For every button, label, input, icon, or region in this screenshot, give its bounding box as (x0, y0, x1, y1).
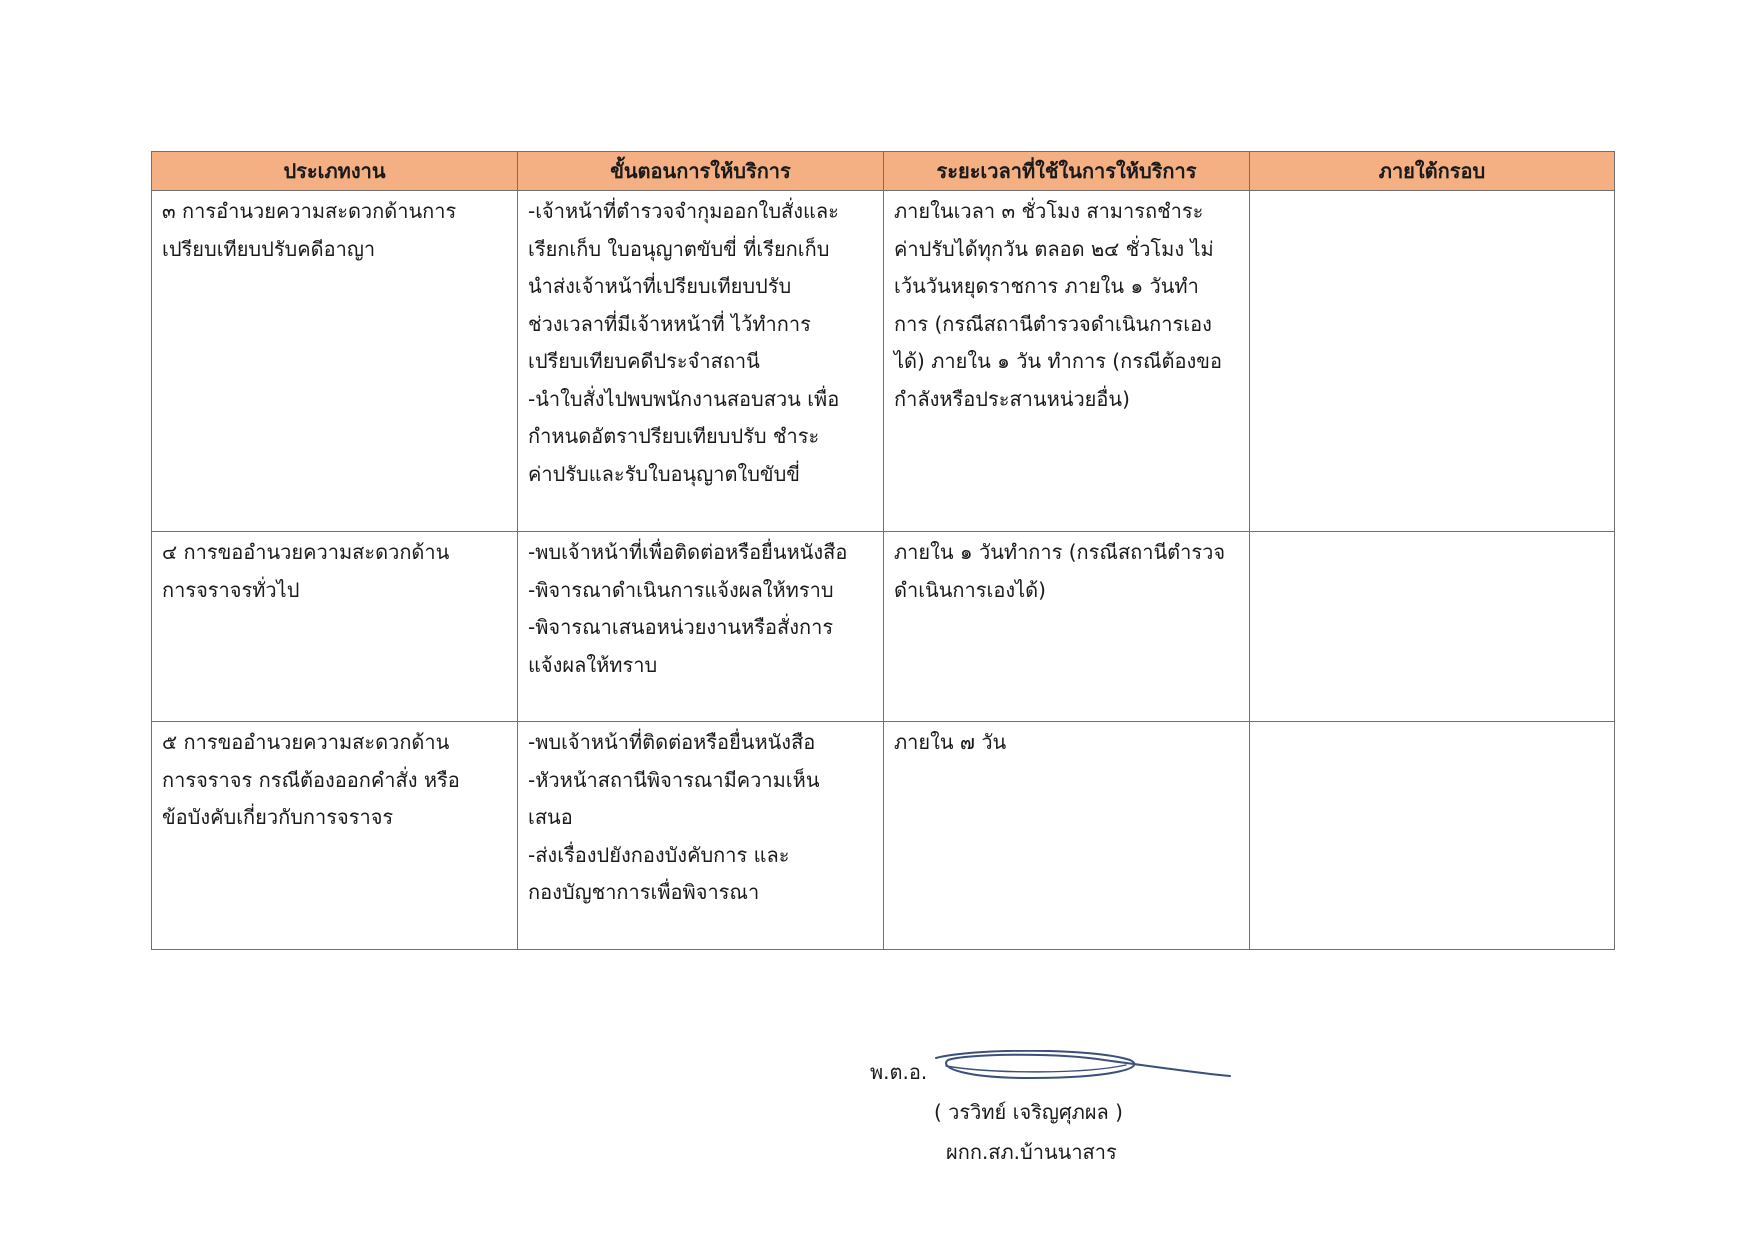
text-line: -ส่งเรื่องปยังกองบังคับการ และ (528, 842, 790, 867)
cell-service-steps (518, 191, 884, 532)
signatory-position: ผกก.สภ.บ้านนาสาร (946, 1140, 1117, 1164)
header-service-type: ประเภทงาน (152, 152, 518, 191)
text-line: กองบัญชาการเพื่อพิจารณา (528, 880, 760, 904)
header-service-steps: ขั้นตอนการให้บริการ (518, 152, 884, 191)
handwritten-signature (934, 1050, 1234, 1094)
text-line: เว้นวันหยุดราชการ ภายใน ๑ วันทำ (894, 274, 1199, 298)
table-row (152, 191, 1615, 532)
table-header-row (152, 152, 1615, 191)
cell-service-steps (518, 532, 884, 722)
cell-framework (1250, 532, 1615, 722)
text-line: เปรียบเทียบปรับคดีอาญา (162, 236, 376, 261)
text-line: การจราจรทั่วไป (162, 577, 300, 602)
signature-block (870, 1050, 1290, 1170)
text-line: กำหนดอัตราปรียบเทียบปรับ ชำระ (528, 424, 820, 448)
cell-framework (1250, 722, 1615, 950)
text-line: -พบเจ้าหน้าที่เพื่อติดต่อหรือยื่นหนังสือ (528, 540, 848, 564)
text-line: เสนอ (528, 805, 573, 829)
text-line: ได้) ภายใน ๑ วัน ทำการ (กรณีต้องขอ (894, 349, 1222, 373)
cell-service-type (152, 722, 518, 950)
cell-service-steps (518, 722, 884, 950)
text-line: นำส่งเจ้าหน้าที่เปรียบเทียบปรับ (528, 274, 792, 298)
text-line: ภายในเวลา ๓ ชั่วโมง สามารถชำระ (894, 199, 1204, 223)
text-line: แจ้งผลให้ทราบ (528, 652, 658, 677)
cell-service-type (152, 532, 518, 722)
text-line: ๔ การขออำนวยความสะดวกด้าน (162, 540, 450, 564)
text-line: เปรียบเทียบคดีประจำสถานี (528, 349, 760, 373)
text-line: -หัวหน้าสถานีพิจารณามีความเห็น (528, 767, 820, 792)
text-line: กำลังหรือประสานหน่วยอื่น) (894, 386, 1130, 411)
header-framework: ภายใต้กรอบ (1250, 152, 1615, 191)
text-line: การ (กรณีสถานีตำรวจดำเนินการเอง (894, 311, 1212, 336)
table-row (152, 722, 1615, 950)
text-line: -พิจารณาดำเนินการแจ้งผลให้ทราบ (528, 577, 834, 602)
text-line: ช่วงเวลาที่มีเจ้าหหน้าที่ ไว้ทำการ (528, 311, 811, 336)
text-line: ๕ การขออำนวยความสะดวกด้าน (162, 730, 450, 754)
text-line: -นำใบสั่งไปพบพนักงานสอบสวน เพื่อ (528, 386, 840, 411)
text-line: ภายใน ๑ วันทำการ (กรณีสถานีตำรวจ (894, 540, 1226, 564)
cell-service-type (152, 191, 518, 532)
text-line: ภายใน ๗ วัน (894, 730, 1007, 754)
text-line: ค่าปรับได้ทุกวัน ตลอด ๒๔ ชั่วโมง ไม่ (894, 236, 1214, 261)
text-line: ๓ การอำนวยความสะดวกด้านการ (162, 199, 457, 223)
text-line: การจราจร กรณีต้องออกคำสั่ง หรือ (162, 767, 460, 792)
text-line: ดำเนินการเองได้) (894, 577, 1046, 602)
signature-rank-prefix: พ.ต.อ. (870, 1060, 928, 1084)
text-line: ข้อบังคับเกี่ยวกับการจราจร (162, 805, 394, 829)
cell-framework (1250, 191, 1615, 532)
text-line: -พิจารณาเสนอหน่วยงานหรือสั่งการ (528, 615, 834, 639)
service-table (151, 151, 1615, 950)
cell-service-duration (884, 191, 1250, 532)
text-line: เรียกเก็บ ใบอนุญาตขับขี่ ที่เรียกเก็บ (528, 236, 830, 261)
cell-service-duration (884, 532, 1250, 722)
text-line: ค่าปรับและรับใบอนุญาตใบขับขี่ (528, 461, 800, 486)
cell-service-duration (884, 722, 1250, 950)
header-service-duration: ระยะเวลาที่ใช้ในการให้บริการ (884, 152, 1250, 191)
text-line: -พบเจ้าหน้าที่ติดต่อหรือยื่นหนังสือ (528, 730, 816, 754)
signatory-name: ( วรวิทย์ เจริญศุภผล ) (934, 1100, 1123, 1124)
text-line: -เจ้าหน้าที่ตำรวจจำกุมออกใบสั่งและ (528, 199, 839, 223)
table-row (152, 532, 1615, 722)
